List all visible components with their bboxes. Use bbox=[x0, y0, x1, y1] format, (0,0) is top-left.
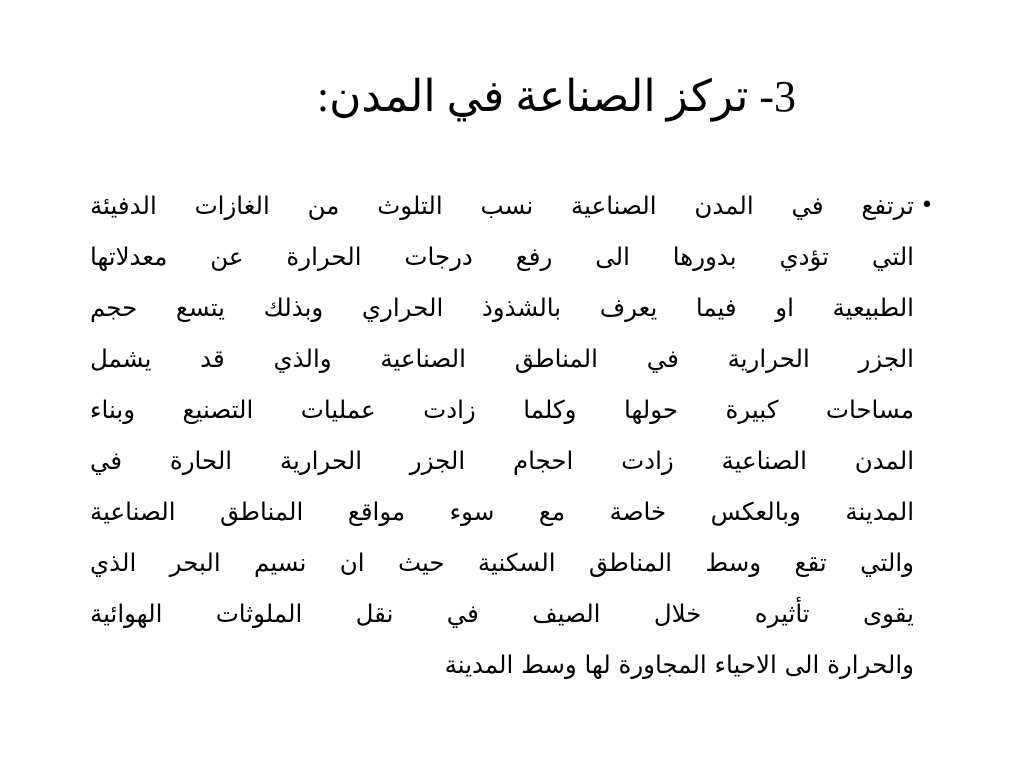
slide-title: 3- تركز الصناعة في المدن: bbox=[316, 72, 796, 121]
text-line: ترتفع في المدن الصناعية نسب التلوث من الغازات الدفيئة bbox=[90, 191, 914, 220]
text-line: الطبيعية او فيما يعرف بالشذوذ الحراري وبذلك يتسع حجم bbox=[90, 293, 914, 322]
text-line: والحرارة الى الاحياء المجاورة لها وسط المدينة bbox=[444, 650, 914, 679]
text-line: مساحات كبيرة حولها وكلما زادت عمليات التصنيع وبناء bbox=[90, 395, 914, 424]
slide-content bbox=[90, 180, 940, 690]
text-line: التي تؤدي بدورها الى رفع درجات الحرارة عن معدلاتها bbox=[90, 242, 914, 271]
text-line: المدن الصناعية زادت احجام الجزر الحرارية الحارة في bbox=[90, 446, 914, 475]
bullet-item bbox=[90, 180, 940, 690]
text-line: يقوى تأثيره خلال الصيف في نقل الملوثات الهوائية bbox=[90, 599, 914, 628]
text-line: الجزر الحرارية في المناطق الصناعية والذي قد يشمل bbox=[90, 344, 914, 373]
bullet-text bbox=[90, 180, 914, 690]
text-line: المدينة وبالعكس خاصة مع سوء مواقع المناطق الصناعية bbox=[90, 497, 914, 526]
text-line: والتي تقع وسط المناطق السكنية حيث ان نسيم البحر الذي bbox=[90, 548, 914, 577]
bullet-point-icon: • bbox=[920, 193, 934, 218]
